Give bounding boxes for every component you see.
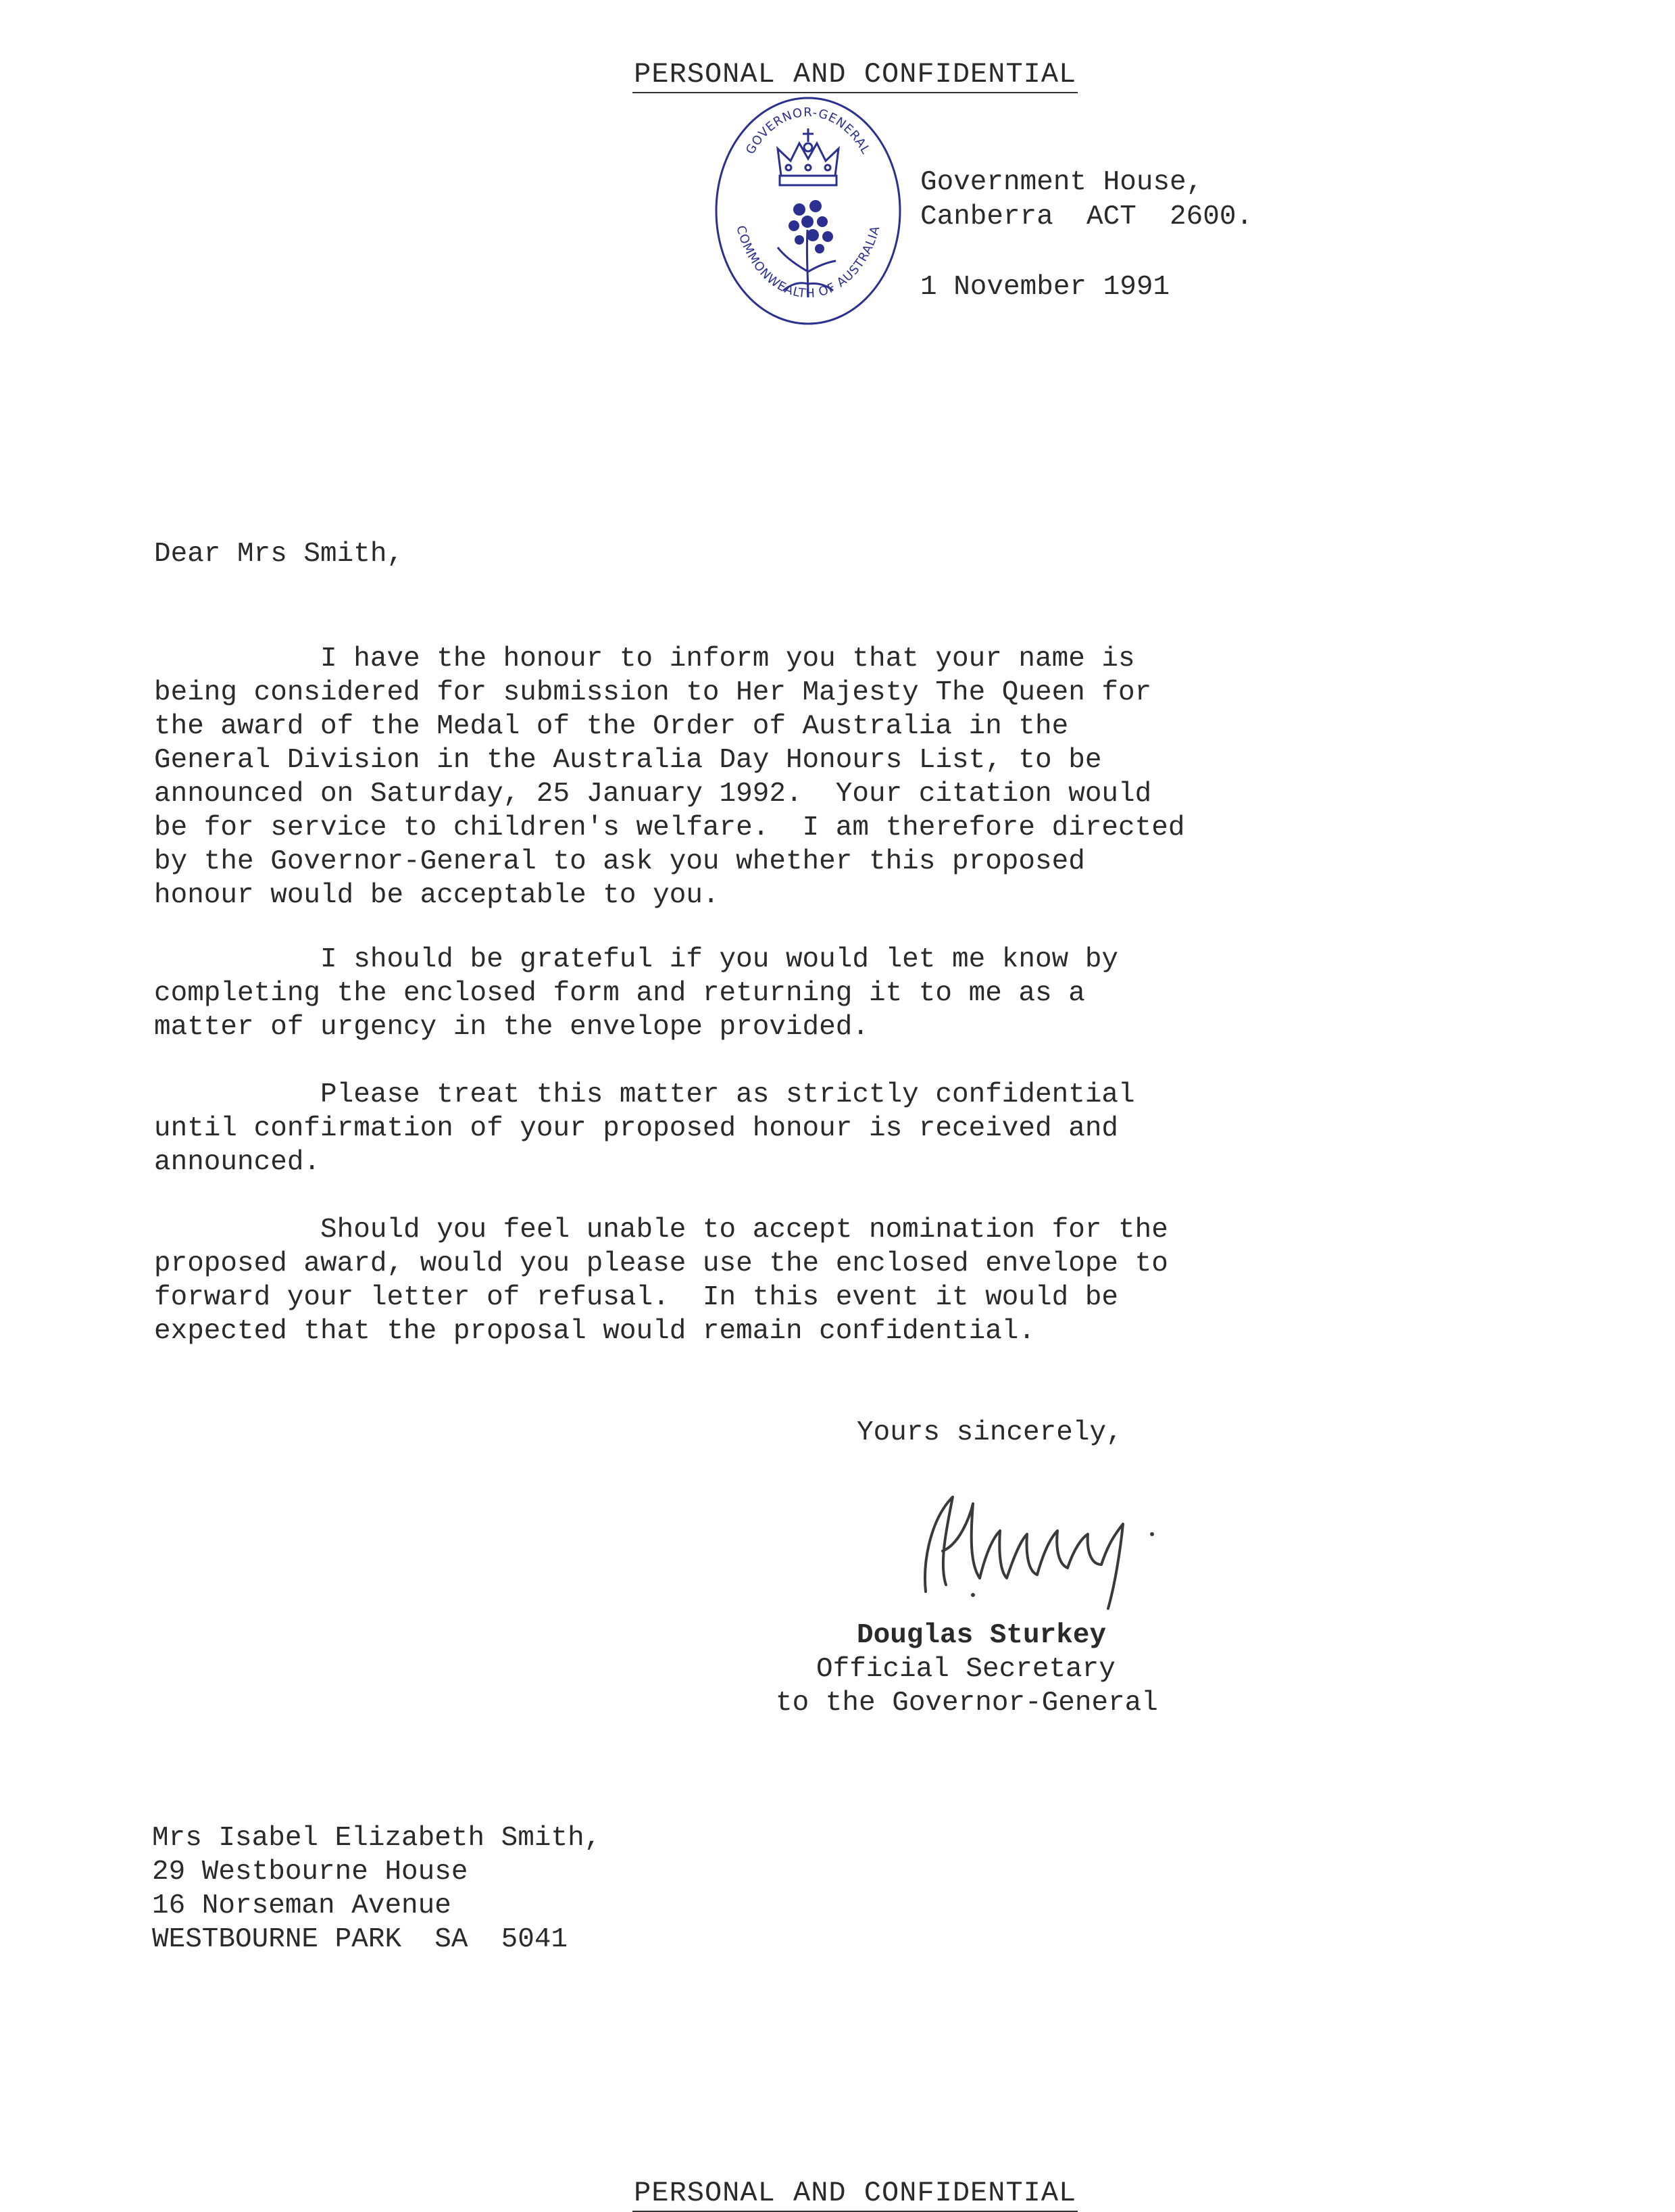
- paragraph-line: proposed award, would you please use the enclosed envelope to: [154, 1248, 1168, 1279]
- paragraph-line: I should be grateful if you would let me know by: [154, 944, 1119, 975]
- paragraph-line: until confirmation of your proposed honour is received and: [154, 1113, 1119, 1144]
- body-paragraph-1: [154, 642, 1184, 912]
- recipient-address-line-3: 16 Norseman Avenue: [152, 1890, 451, 1921]
- body-paragraph-4: [154, 1213, 1168, 1348]
- paragraph-line: announced.: [154, 1147, 321, 1178]
- paragraph-line: be for service to children's welfare. I am therefore directed: [154, 812, 1185, 843]
- paragraph-line: General Division in the Australia Day Honours List, to be: [154, 745, 1102, 776]
- closing: Yours sincerely,: [857, 1417, 1123, 1448]
- body-paragraph-2: [154, 943, 1118, 1044]
- sender-address-line-2: Canberra ACT 2600.: [920, 201, 1253, 232]
- paragraph-line: Please treat this matter as strictly confidential: [154, 1079, 1135, 1110]
- recipient-address-line-1: Mrs Isabel Elizabeth Smith,: [152, 1823, 601, 1854]
- paragraph-line: completing the enclosed form and returning it to me as a: [154, 978, 1085, 1009]
- recipient-address-line-2: 29 Westbourne House: [152, 1857, 468, 1888]
- paragraph-line: I have the honour to inform you that your name is: [154, 643, 1135, 674]
- governor-general-crest-icon: [713, 95, 903, 328]
- header-confidential-banner: [0, 26, 1675, 93]
- paragraph-line: honour would be acceptable to you.: [154, 880, 720, 911]
- footer-confidential-banner: [0, 2144, 1675, 2212]
- footer-confidential-text: PERSONAL AND CONFIDENTIAL: [632, 2177, 1078, 2212]
- paragraph-line: Should you feel unable to accept nomination for the: [154, 1214, 1168, 1246]
- paragraph-line: expected that the proposal would remain confidential.: [154, 1316, 1036, 1347]
- body-paragraph-3: [154, 1078, 1135, 1179]
- signatory-title-line-1: Official Secretary: [816, 1654, 1116, 1685]
- header-confidential-text: PERSONAL AND CONFIDENTIAL: [632, 58, 1078, 93]
- paragraph-line: announced on Saturday, 25 January 1992. Your citation would: [154, 779, 1152, 810]
- paragraph-line: forward your letter of refusal. In this event it would be: [154, 1282, 1119, 1313]
- handwritten-signature-icon: [905, 1477, 1189, 1612]
- signatory-name: Douglas Sturkey: [857, 1620, 1107, 1651]
- signatory-title-line-2: to the Governor-General: [776, 1688, 1158, 1719]
- letter-date: 1 November 1991: [920, 272, 1170, 303]
- recipient-address-line-4: WESTBOURNE PARK SA 5041: [152, 1924, 568, 1955]
- paragraph-line: by the Governor-General to ask you whether this proposed: [154, 846, 1085, 877]
- paragraph-line: the award of the Medal of the Order of Australia in the: [154, 711, 1069, 742]
- sender-address-line-1: Government House,: [920, 167, 1203, 198]
- paragraph-line: matter of urgency in the envelope provided.: [154, 1012, 869, 1043]
- crest-arc-bottom: COMMONWEALTH OF AUSTRALIA: [733, 224, 883, 301]
- crest-arc-top: GOVERNOR-GENERAL: [743, 105, 874, 157]
- salutation: Dear Mrs Smith,: [154, 539, 404, 570]
- paragraph-line: being considered for submission to Her Majesty The Queen for: [154, 677, 1152, 708]
